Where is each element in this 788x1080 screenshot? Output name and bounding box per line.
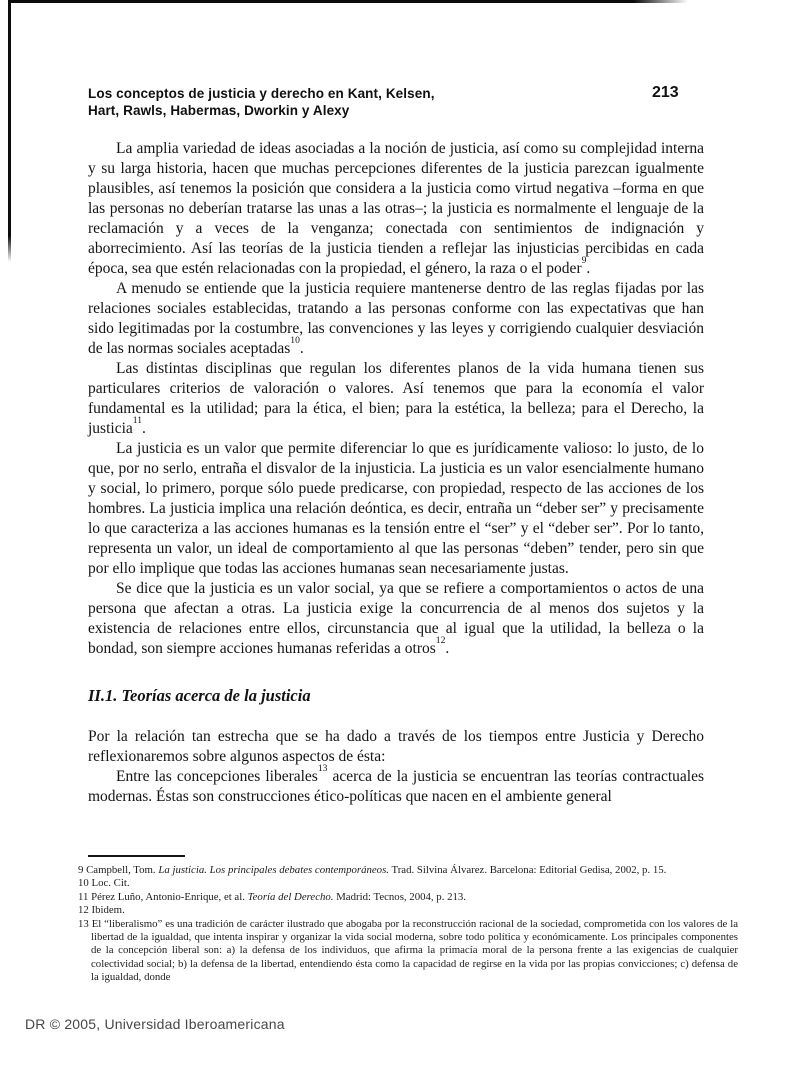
text-run: Campbell, Tom. (86, 864, 159, 876)
footnotes (78, 864, 738, 985)
text-run: acerca de la justicia se encuentran las teorías contractuales modernas. Éstas son construcciones ético-políticas que nacen en el ambiente general (88, 768, 704, 805)
footnote-reference: 12 (435, 634, 446, 646)
text-run: . (142, 420, 146, 437)
footnote-reference: 10 (290, 334, 300, 346)
text-run: Madrid: Tecnos, 2004, p. 213. (333, 890, 466, 903)
running-head-line2: Hart, Rawls, Habermas, Dworkin y Alexy (88, 103, 350, 118)
text-run: Ibidem. (91, 904, 125, 917)
paragraph (88, 579, 704, 659)
text-run: Se dice que la justicia es un valor social, ya que se refiere a comportamientos o actos de una persona que afectan a otras. La justicia exige la concurrencia de al menos dos sujetos y la existencia de relaciones entre ellos, circunstancia que al igual que la utilidad, la belleza o la bondad, son siempre acciones humanas referidas a otros (88, 580, 704, 657)
paragraph (88, 439, 704, 579)
text-run: La amplia variedad de ideas asociadas a la noción de justicia, así como su complejidad interna y su larga historia, hacen que muchas percepciones diferentes de la justicia parezcan igualmente plausibles, así tenemos la posición que considera a la justicia como virtud negativa –forma en que las personas no deberían tratarse las unas a las otras–; la justicia es normalmente el lenguaje de la reclamación y a veces de la venganza; conectada con sentimientos de indignación y aborrecimiento. Así las teorías de la justicia tienden a reflejar las injusticias percibidas en cada época, sea que estén relacionadas con la propiedad, el género, la raza o el poder (88, 140, 704, 277)
paragraph (88, 762, 704, 807)
paragraph (88, 359, 704, 439)
text-run: Teoría del Derecho. (247, 890, 334, 903)
text-run: . (445, 640, 450, 657)
footnote-number: 12 (78, 904, 92, 917)
text-run: La justicia es un valor que permite diferenciar lo que es jurídicamente valioso: lo justo, de lo que, por no serlo, entraña el disvalor de la injusticia. La justicia es un valor esencialmente humano y social, lo primero, porque sólo puede predicarse, con propiedad, respecto de las acciones de los hombres. La justicia implica una relación deóntica, es decir, entraña un “deber ser” y precisamente lo que caracteriza a las acciones humanas es la tensión entre el “ser” y el “deber ser”. Por lo tanto, representa un valor, un ideal de comportamiento al que las personas “deben” tender, pero sin que por ello implique que todas las acciones humanas sean necesariamente justas. (88, 440, 704, 577)
section-heading: II.1. Teorías acerca de la justicia (88, 686, 311, 705)
footnote (78, 864, 738, 877)
paragraph (88, 727, 704, 767)
text-run: Por la relación tan estrecha que se ha dado a través de los tiempos entre Justicia y Derecho reflexionaremos sobre algunos aspectos de ésta: (88, 728, 704, 765)
text-run: Entre las concepciones liberales (116, 768, 318, 785)
text-run: El “liberalismo” es una tradición de carácter ilustrado que abogaba por la reconstrucción racional de la sociedad, comprometida con los valores de la libertad de la igualdad, que intenta inspirar y organizar la vida social moderna, sobre todo política y económicamente. Los principales componentes de la concepción liberal son: a) la defensa de los individuos, que afirma la primacía moral de la persona frente a las exigencias de cualquier colectividad social; b) la defensa de la libertad, entendiendo ésta como la capacidad de regirse en la vida por las propias convicciones; c) defensa de la igualdad, donde (91, 917, 739, 984)
footnote (78, 891, 738, 904)
text-run: Loc. Cit. (91, 877, 130, 890)
copyright-footer: DR © 2005, Universidad Iberoamericana (25, 1016, 285, 1032)
footnote-number: 10 (78, 877, 92, 890)
scan-edge-top-line (8, 0, 688, 3)
text-run: Las distintas disciplinas que regulan los diferentes planos de la vida humana tienen sus particulares criterios de valoración o valores. Así tenemos que para la economía el valor fundamental es la utilidad; para la ética, el bien; para la estética, la belleza; para el Derecho, la justicia (88, 360, 704, 437)
scan-edge-left-line (8, 0, 11, 262)
text-run: A menudo se entiende que la justicia requiere mantenerse dentro de las reglas fijadas por las relaciones sociales establecidas, tratando a las personas conforme con las expectativas que han sido legitimadas por la costumbre, las convenciones y las leyes y corrigiendo cualquier desviación de las normas sociales aceptadas (88, 280, 704, 357)
footnote-reference: 9 (581, 254, 587, 266)
paragraph (88, 279, 704, 359)
running-head (88, 85, 608, 119)
footnote-number: 11 (78, 890, 92, 903)
page-number: 213 (652, 84, 679, 101)
running-head-line1: Los conceptos de justicia y derecho en Kant, Kelsen, (88, 86, 435, 101)
text-run: Trad. Silvina Álvarez. Barcelona: Editorial Gedisa, 2002, p. 15. (388, 864, 667, 876)
footnote (78, 877, 738, 890)
footnote-separator (88, 855, 185, 857)
footnote-number: 13 (78, 917, 92, 930)
footnote-number: 9 (78, 864, 87, 876)
body-text (88, 139, 704, 807)
text-run: Pérez Luño, Antonio-Enrique, et al. (91, 890, 248, 903)
footnote-reference: 11 (132, 414, 143, 426)
text-run: . (299, 340, 304, 357)
footnote (78, 904, 738, 917)
text-run: La justicia. Los principales debates contemporáneos. (158, 864, 389, 876)
paragraph (88, 139, 704, 279)
footnote-reference: 13 (317, 762, 328, 774)
text-run: . (586, 260, 591, 277)
footnote (78, 918, 738, 985)
